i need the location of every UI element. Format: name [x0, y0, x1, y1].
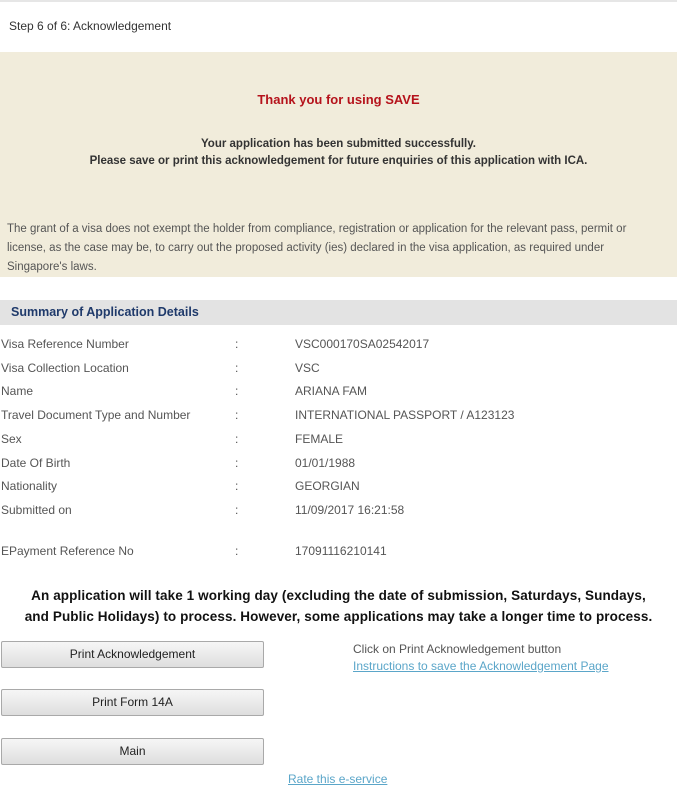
submission-message-line-1: Your application has been submitted successfully.	[200, 138, 476, 150]
summary-row-label: Name	[1, 384, 34, 398]
summary-row-label: Visa Reference Number	[1, 337, 129, 351]
submission-message-line-2: Please save or print this acknowledgement for future enquiries of this application with ICA.	[89, 155, 588, 167]
thank-you-message: Thank you for using SAVE	[257, 92, 420, 107]
top-border	[0, 0, 677, 2]
acknowledgement-notice	[0, 52, 677, 277]
summary-row-value: ARIANA FAM	[295, 384, 368, 398]
summary-row-value: INTERNATIONAL PASSPORT / A123123	[295, 408, 515, 422]
summary-row-label: Visa Collection Location	[1, 361, 129, 375]
summary-row-value: GEORGIAN	[295, 479, 360, 493]
processing-time-note-line-1: An application will take 1 working day (excluding the date of submission, Saturdays, Sundays,	[31, 588, 646, 603]
print-form-14a-button[interactable]: Print Form 14A	[1, 689, 264, 716]
summary-row-separator: :	[235, 337, 239, 351]
rate-eservice-link[interactable]: Rate this e-service	[288, 772, 388, 786]
summary-row-separator: :	[235, 544, 239, 558]
summary-row	[0, 361, 677, 381]
submission-message	[0, 136, 677, 170]
summary-row	[0, 456, 677, 476]
summary-row-label: Travel Document Type and Number	[1, 408, 191, 422]
print-acknowledgement-button[interactable]: Print Acknowledgement	[1, 641, 264, 668]
summary-row-separator: :	[235, 432, 239, 446]
summary-row-separator: :	[235, 361, 239, 375]
summary-row-separator: :	[235, 456, 239, 470]
summary-row	[0, 479, 677, 499]
summary-row-separator: :	[235, 384, 239, 398]
visa-grant-disclaimer: The grant of a visa does not exempt the holder from compliance, registration or application for the relevant pass, permit or license, as the case may be, to carry out the proposed activity (ies) declared in the visa application, as required under Singapore's laws.	[7, 223, 627, 273]
summary-row	[0, 432, 677, 452]
summary-row-separator: :	[235, 479, 239, 493]
step-title: Step 6 of 6: Acknowledgement	[9, 19, 172, 33]
summary-row-value: 17091116210141	[295, 544, 387, 558]
summary-row-value: VSC000170SA02542017	[295, 337, 430, 351]
summary-row-value: 01/01/1988	[295, 456, 356, 470]
summary-header	[0, 300, 677, 325]
summary-row	[0, 337, 677, 357]
summary-row-separator: :	[235, 408, 239, 422]
summary-row-label: EPayment Reference No	[1, 544, 134, 558]
summary-row	[0, 544, 677, 564]
summary-title: Summary of Application Details	[11, 305, 199, 319]
summary-row	[0, 384, 677, 404]
summary-row-value: VSC	[295, 361, 320, 375]
print-hint: Click on Print Acknowledgement button	[353, 642, 562, 656]
summary-row-separator: :	[235, 503, 239, 517]
summary-row	[0, 408, 677, 428]
summary-row-value: FEMALE	[295, 432, 344, 446]
summary-row	[0, 503, 677, 523]
main-button[interactable]: Main	[1, 738, 264, 765]
summary-row-value: 11/09/2017 16:21:58	[295, 503, 405, 517]
processing-time-note	[0, 585, 677, 627]
summary-row-label: Nationality	[1, 479, 58, 493]
summary-row-label: Sex	[1, 432, 22, 446]
summary-row-label: Date Of Birth	[1, 456, 71, 470]
summary-row-label: Submitted on	[1, 503, 72, 517]
instructions-save-link[interactable]: Instructions to save the Acknowledgement Page	[353, 659, 609, 673]
processing-time-note-line-2: and Public Holidays) to process. However, some applications may take a longer time to process.	[24, 609, 653, 624]
